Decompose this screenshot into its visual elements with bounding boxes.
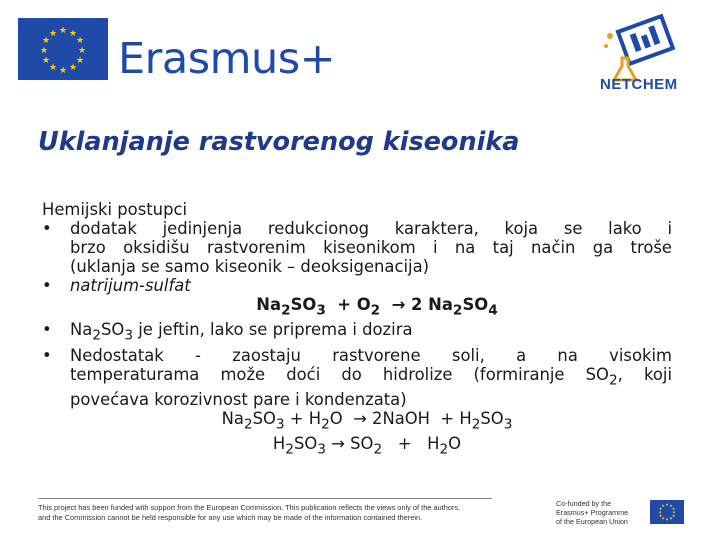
footer-line: This project has been funded with support from the European Commission. This publication reflects the views only of the authors,	[38, 503, 461, 512]
eu-flag-icon	[18, 18, 108, 80]
svg-text:★: ★	[665, 502, 669, 507]
cofund-line: of the European Union	[556, 517, 628, 526]
svg-text:★: ★	[661, 503, 665, 508]
svg-text:★: ★	[41, 56, 51, 66]
svg-text:★: ★	[58, 66, 68, 76]
list-item	[42, 219, 672, 276]
footer-disclaimer	[38, 503, 508, 523]
erasmus-plus-logo: Erasmus+	[118, 34, 336, 84]
bullet-icon: •	[42, 219, 52, 238]
netchem-logo-text: NETCHEM	[600, 76, 678, 93]
bullet-icon: •	[42, 320, 52, 340]
svg-text:★: ★	[39, 46, 49, 56]
svg-text:★: ★	[68, 63, 78, 73]
bullet-line: (uklanja se samo kiseonik – deoksigenacija)	[70, 257, 430, 276]
svg-text:★: ★	[75, 56, 85, 66]
svg-text:★: ★	[658, 509, 662, 515]
svg-text:★: ★	[661, 515, 665, 521]
bullet-text: $Na_2SO_3$ je jeftin, lako se priprema i dozira	[70, 320, 413, 344]
bullet-line: temperaturama može doći do hidrolize (formiranje $SO_2$, koji	[70, 364, 672, 388]
eu-flag-small-icon	[650, 500, 684, 524]
footer-line: and the Commission cannot be held responsible for any use which may be made of the information contained therein.	[38, 513, 423, 522]
reaction-equation-1: $Na_2SO_3 + O_2 \to 2$ $Na_2SO_4$	[256, 295, 498, 319]
svg-text:★: ★	[658, 513, 663, 518]
footer-divider	[38, 498, 492, 499]
eu-stars-icon	[18, 18, 108, 80]
svg-text:★: ★	[665, 516, 669, 522]
reaction-equation-3: $H_2SO_3 \to SO_2 + H_2O$	[272, 434, 462, 458]
page-title: Uklanjanje rastvorenog kiseonika	[38, 127, 520, 157]
section-heading: Hemijski postupci	[42, 200, 188, 219]
bullet-line: brzo oksidišu rastvorenim kiseonikom i na taj način ga troše	[70, 238, 672, 257]
svg-text:★: ★	[671, 513, 676, 518]
svg-text:★: ★	[48, 29, 58, 39]
svg-text:★: ★	[58, 26, 68, 36]
content-body	[42, 200, 672, 459]
cofund-line: Co-funded by the	[556, 499, 612, 508]
svg-text:★: ★	[671, 506, 676, 511]
list-item	[42, 276, 672, 295]
bullet-line: povećava korozivnost pare i kondenzata)	[70, 389, 407, 409]
list-item	[42, 346, 672, 409]
netchem-logo	[594, 14, 686, 100]
bullet-line: dodatak jedinjenja redukcionog karaktera, koja se lako i	[70, 219, 672, 238]
svg-text:★: ★	[77, 46, 87, 56]
bullet-text: natrijum-sulfat	[70, 276, 191, 295]
bullet-icon: •	[42, 276, 52, 295]
bullet-icon: •	[42, 345, 52, 365]
cofunded-label	[556, 499, 646, 526]
svg-text:★: ★	[669, 515, 673, 521]
svg-text:★: ★	[75, 36, 85, 46]
svg-text:★: ★	[41, 36, 51, 46]
svg-text:★: ★	[669, 503, 673, 508]
bullet-line: Nedostatak - zaostaju rastvorene soli, a na visokim	[70, 345, 672, 365]
cofund-line: Erasmus+ Programme	[556, 508, 629, 517]
reaction-equation-2: $Na_2SO_3 + H_2O$ → 2NaOH + $H_2SO_3$	[221, 408, 513, 433]
svg-text:★: ★	[68, 29, 78, 39]
svg-text:★: ★	[48, 63, 58, 73]
svg-text:★: ★	[658, 506, 663, 511]
svg-text:★: ★	[672, 509, 676, 515]
list-item	[42, 320, 672, 345]
